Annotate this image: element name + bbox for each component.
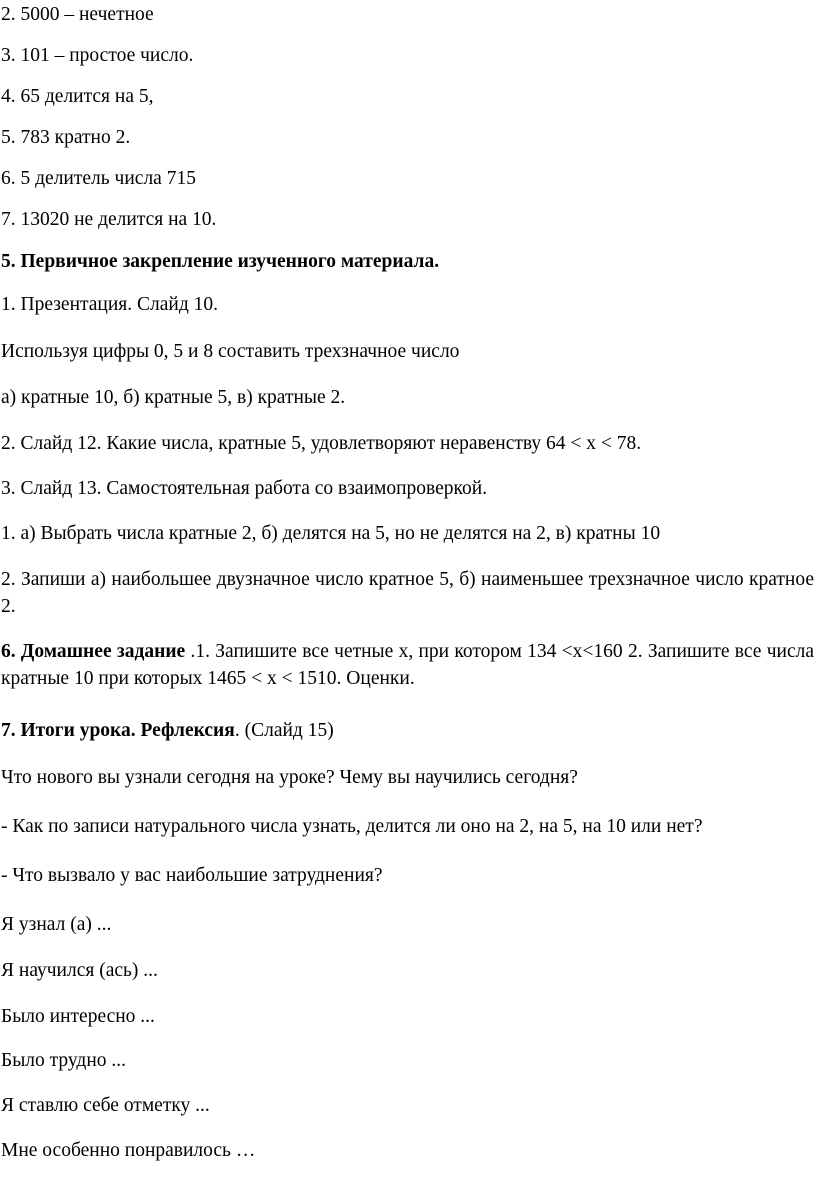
list-item: 3. 101 – простое число.: [1, 45, 194, 66]
paragraph: а) кратные 10, б) кратные 5, в) кратные 2.: [1, 387, 346, 408]
list-item: 5. 783 кратно 2.: [1, 127, 131, 148]
paragraph: Что нового вы узнали сегодня на уроке? Чему вы научились сегодня?: [1, 767, 578, 788]
reflection-item: Было трудно ...: [1, 1050, 127, 1071]
list-item: 4. 65 делится на 5,: [1, 86, 154, 107]
paragraph: 3. Слайд 13. Самостоятельная работа со взаимопроверкой.: [1, 478, 488, 499]
paragraph: Используя цифры 0, 5 и 8 составить трехзначное число: [1, 341, 460, 362]
reflection-item: Я ставлю себе отметку ...: [1, 1095, 210, 1116]
reflection-item: Я узнал (а) ...: [1, 914, 112, 935]
list-item: 6. 5 делитель числа 715: [1, 168, 196, 189]
section-heading: [1, 250, 814, 274]
homework-text: .1. Запишите все четные х, при котором 134 <х<160 2. Запишите все числа кратные 10 при которых 1465 < x < 1510. Оценки.: [1, 641, 814, 689]
list-item: 7. 13020 не делится на 10.: [1, 209, 217, 230]
reflection-item: Я научился (ась) ...: [1, 960, 158, 981]
section-heading-text: 7. Итоги урока. Рефлексия: [1, 720, 235, 741]
list-item: 2. 5000 – нечетное: [1, 4, 154, 25]
section-heading-text: 6. Домашнее задание: [1, 641, 186, 662]
paragraph: 2. Запиши а) наибольшее двузначное число кратное 5, б) наименьшее трехзначное число кратное 2.: [1, 569, 814, 617]
paragraph: - Что вызвало у вас наибольшие затруднения?: [1, 865, 383, 886]
paragraph: 2. Слайд 12. Какие числа, кратные 5, удовлетворяют неравенству 64 < x < 78.: [1, 433, 642, 454]
section-heading: [1, 719, 814, 743]
section-heading-text: 5. Первичное закрепление изученного материала.: [1, 251, 440, 272]
reflection-item: Было интересно ...: [1, 1006, 155, 1027]
paragraph-homework: [1, 638, 814, 692]
reflection-item: Мне особенно понравилось …: [1, 1140, 256, 1161]
section-heading-suffix: . (Слайд 15): [234, 720, 334, 741]
paragraph: 1. а) Выбрать числа кратные 2, б) делятся на 5, но не делятся на 2, в) кратны 10: [1, 523, 661, 544]
paragraph: - Как по записи натурального числа узнать, делится ли оно на 2, на 5, на 10 или нет?: [1, 816, 703, 837]
paragraph: 1. Презентация. Слайд 10.: [1, 294, 219, 315]
